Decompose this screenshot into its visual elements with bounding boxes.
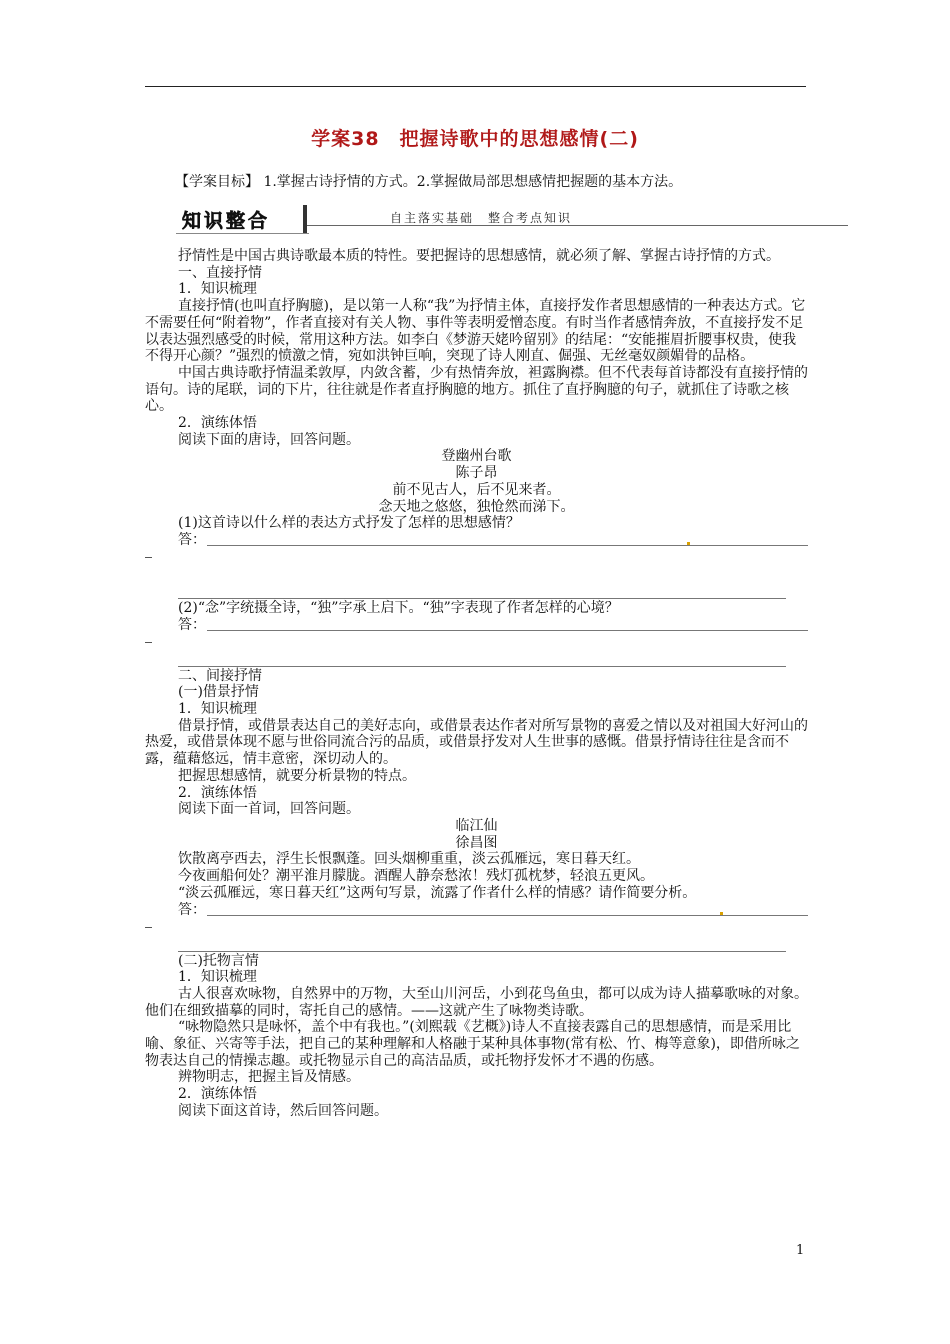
section-banner bbox=[176, 203, 848, 235]
answer-label: 答： bbox=[178, 531, 206, 548]
subheading-practice: 2．演练体悟 bbox=[178, 1086, 257, 1103]
poem-title: 临江仙 bbox=[455, 817, 498, 834]
subheading-knowledge: 1．知识梳理 bbox=[178, 969, 257, 986]
poem-line: 饮散离亭西去，浮生长恨飘蓬。回头烟柳重重，淡云孤雁远，寒日暮天红。 bbox=[178, 851, 640, 868]
subheading-knowledge: 1．知识梳理 bbox=[178, 701, 257, 718]
poem-title: 登幽州台歌 bbox=[441, 448, 512, 465]
poem-line: 今夜画船何处？潮平淮月朦胧。酒醒人静奈愁浓！残灯孤枕梦，轻浪五更风。 bbox=[178, 868, 654, 885]
answer-line[interactable] bbox=[145, 532, 808, 549]
subheading-knowledge: 1．知识梳理 bbox=[178, 281, 257, 298]
answer-label: 答： bbox=[178, 616, 206, 633]
paragraph: 古人很喜欢咏物，自然界中的万物，大至山川河岳，小到花鸟鱼虫，都可以成为诗人描摹歌咏的对象。他们在细致描摹的同时，寄托自己的感情。——这就产生了咏物类诗歌。 bbox=[145, 985, 808, 1019]
page-number: 1 bbox=[796, 1243, 805, 1258]
objective: 【学案目标】 1.掌握古诗抒情的方式。2.掌握做局部思想感情把握题的基本方法。 bbox=[175, 174, 683, 190]
answer-underline bbox=[207, 630, 808, 631]
heading-direct: 一、直接抒情 bbox=[178, 264, 262, 281]
answer-label: 答： bbox=[178, 901, 206, 918]
subheading-object: (二)托物言情 bbox=[178, 952, 259, 969]
reading-prompt: 阅读下面这首诗，然后回答问题。 bbox=[178, 1102, 388, 1119]
poem-author: 徐昌图 bbox=[455, 834, 498, 851]
answer-underline bbox=[207, 545, 808, 546]
banner-underline bbox=[176, 233, 309, 234]
paragraph: 借景抒情，或借景表达自己的美好志向，或借景表达作者对所写景物的喜爱之情以及对祖国大好河山的热爱，或借景体现不愿与世俗同流合污的品质，或借景抒发对人生世事的感慨。借景抒情诗往往是含而不露，蕴藉悠远，情丰意密，深切动人的。 bbox=[145, 717, 808, 768]
answer-line[interactable] bbox=[145, 617, 808, 634]
dash-mark bbox=[145, 634, 808, 651]
dash-mark bbox=[145, 549, 808, 566]
answer-underline-2[interactable] bbox=[145, 583, 808, 600]
answer-underline-2[interactable] bbox=[145, 651, 808, 668]
banner-divider bbox=[303, 205, 307, 233]
reading-prompt: 阅读下面一首词，回答问题。 bbox=[178, 801, 360, 818]
paragraph: 直接抒情(也叫直抒胸臆)，是以第一人称“我”为抒情主体，直接抒发作者思想感情的一种表达方式。它不需要任何“附着物”，作者直接对有关人物、事件等表明爱憎态度。有时当作者感情奔放，不直接抒发不足以表达强烈感受的时候，常用这种方法。如李白《梦游天姥吟留别》的结尾：“安能摧眉折腰事权贵，使我不得开心颜？”强烈的愤激之情，宛如洪钟巨响，突现了诗人刚直、倔强、无丝毫奴颜媚骨的品格。 bbox=[145, 298, 806, 365]
banner-line bbox=[307, 225, 848, 226]
reading-prompt: 阅读下面的唐诗，回答问题。 bbox=[178, 431, 360, 448]
subheading-scene: (一)借景抒情 bbox=[178, 684, 259, 701]
banner-subtitle: 自主落实基础 整合考点知识 bbox=[390, 211, 573, 225]
marker-dot bbox=[687, 542, 690, 545]
answer-underline bbox=[207, 915, 808, 916]
question: (2)“念”字统摄全诗，“独”字承上启下。“独”字表现了作者怎样的心境？ bbox=[178, 599, 619, 616]
page-title: 学案38 把握诗歌中的思想感情(二) bbox=[311, 128, 639, 150]
header-rule bbox=[145, 86, 806, 87]
poem-line: 前不见古人，后不见来者。 bbox=[392, 481, 561, 498]
paragraph: 把握思想感情，就要分析景物的特点。 bbox=[178, 767, 416, 784]
intro-paragraph: 抒情性是中国古典诗歌最本质的特性。要把握诗的思想感情，就必须了解、掌握古诗抒情的方式。 bbox=[178, 248, 780, 264]
heading-indirect: 二、间接抒情 bbox=[178, 667, 262, 684]
dash-mark bbox=[145, 919, 808, 936]
poem-line: 念天地之悠悠，独怆然而涕下。 bbox=[378, 498, 575, 515]
paragraph: 中国古典诗歌抒情温柔敦厚，内敛含蓄，少有热情奔放，袒露胸襟。但不代表每首诗都没有直接抒情的语句。诗的尾联，词的下片，往往就是作者直抒胸臆的地方。抓住了直抒胸臆的句子，就抓住了诗歌之核心。 bbox=[145, 364, 808, 415]
answer-line[interactable] bbox=[145, 902, 808, 919]
answer-underline-2[interactable] bbox=[145, 936, 808, 953]
marker-dot bbox=[720, 912, 723, 915]
subheading-practice: 2．演练体悟 bbox=[178, 415, 257, 432]
poem-author: 陈子昂 bbox=[455, 465, 498, 482]
document-body bbox=[145, 248, 808, 1120]
subheading-practice: 2．演练体悟 bbox=[178, 784, 257, 801]
paragraph: 辨物明志，把握主旨及情感。 bbox=[178, 1069, 360, 1086]
question: “淡云孤雁远，寒日暮天红”这两句写景，流露了作者什么样的情感？请作简要分析。 bbox=[178, 884, 697, 901]
paragraph: “咏物隐然只是咏怀，盖个中有我也。”(刘熙载《艺概》)诗人不直接表露自己的思想感情，而是采用比喻、象征、兴寄等手法，把自己的某种理解和人格融于某种具体事物(常有松、竹、梅等意象)，即借所咏之物表达自己的情操志趣。或托物显示自己的高洁品质，或托物抒发怀才不遇的伤感。 bbox=[145, 1019, 800, 1069]
question: (1)这首诗以什么样的表达方式抒发了怎样的思想感情？ bbox=[178, 515, 520, 532]
banner-label: 知识整合 bbox=[182, 210, 271, 232]
